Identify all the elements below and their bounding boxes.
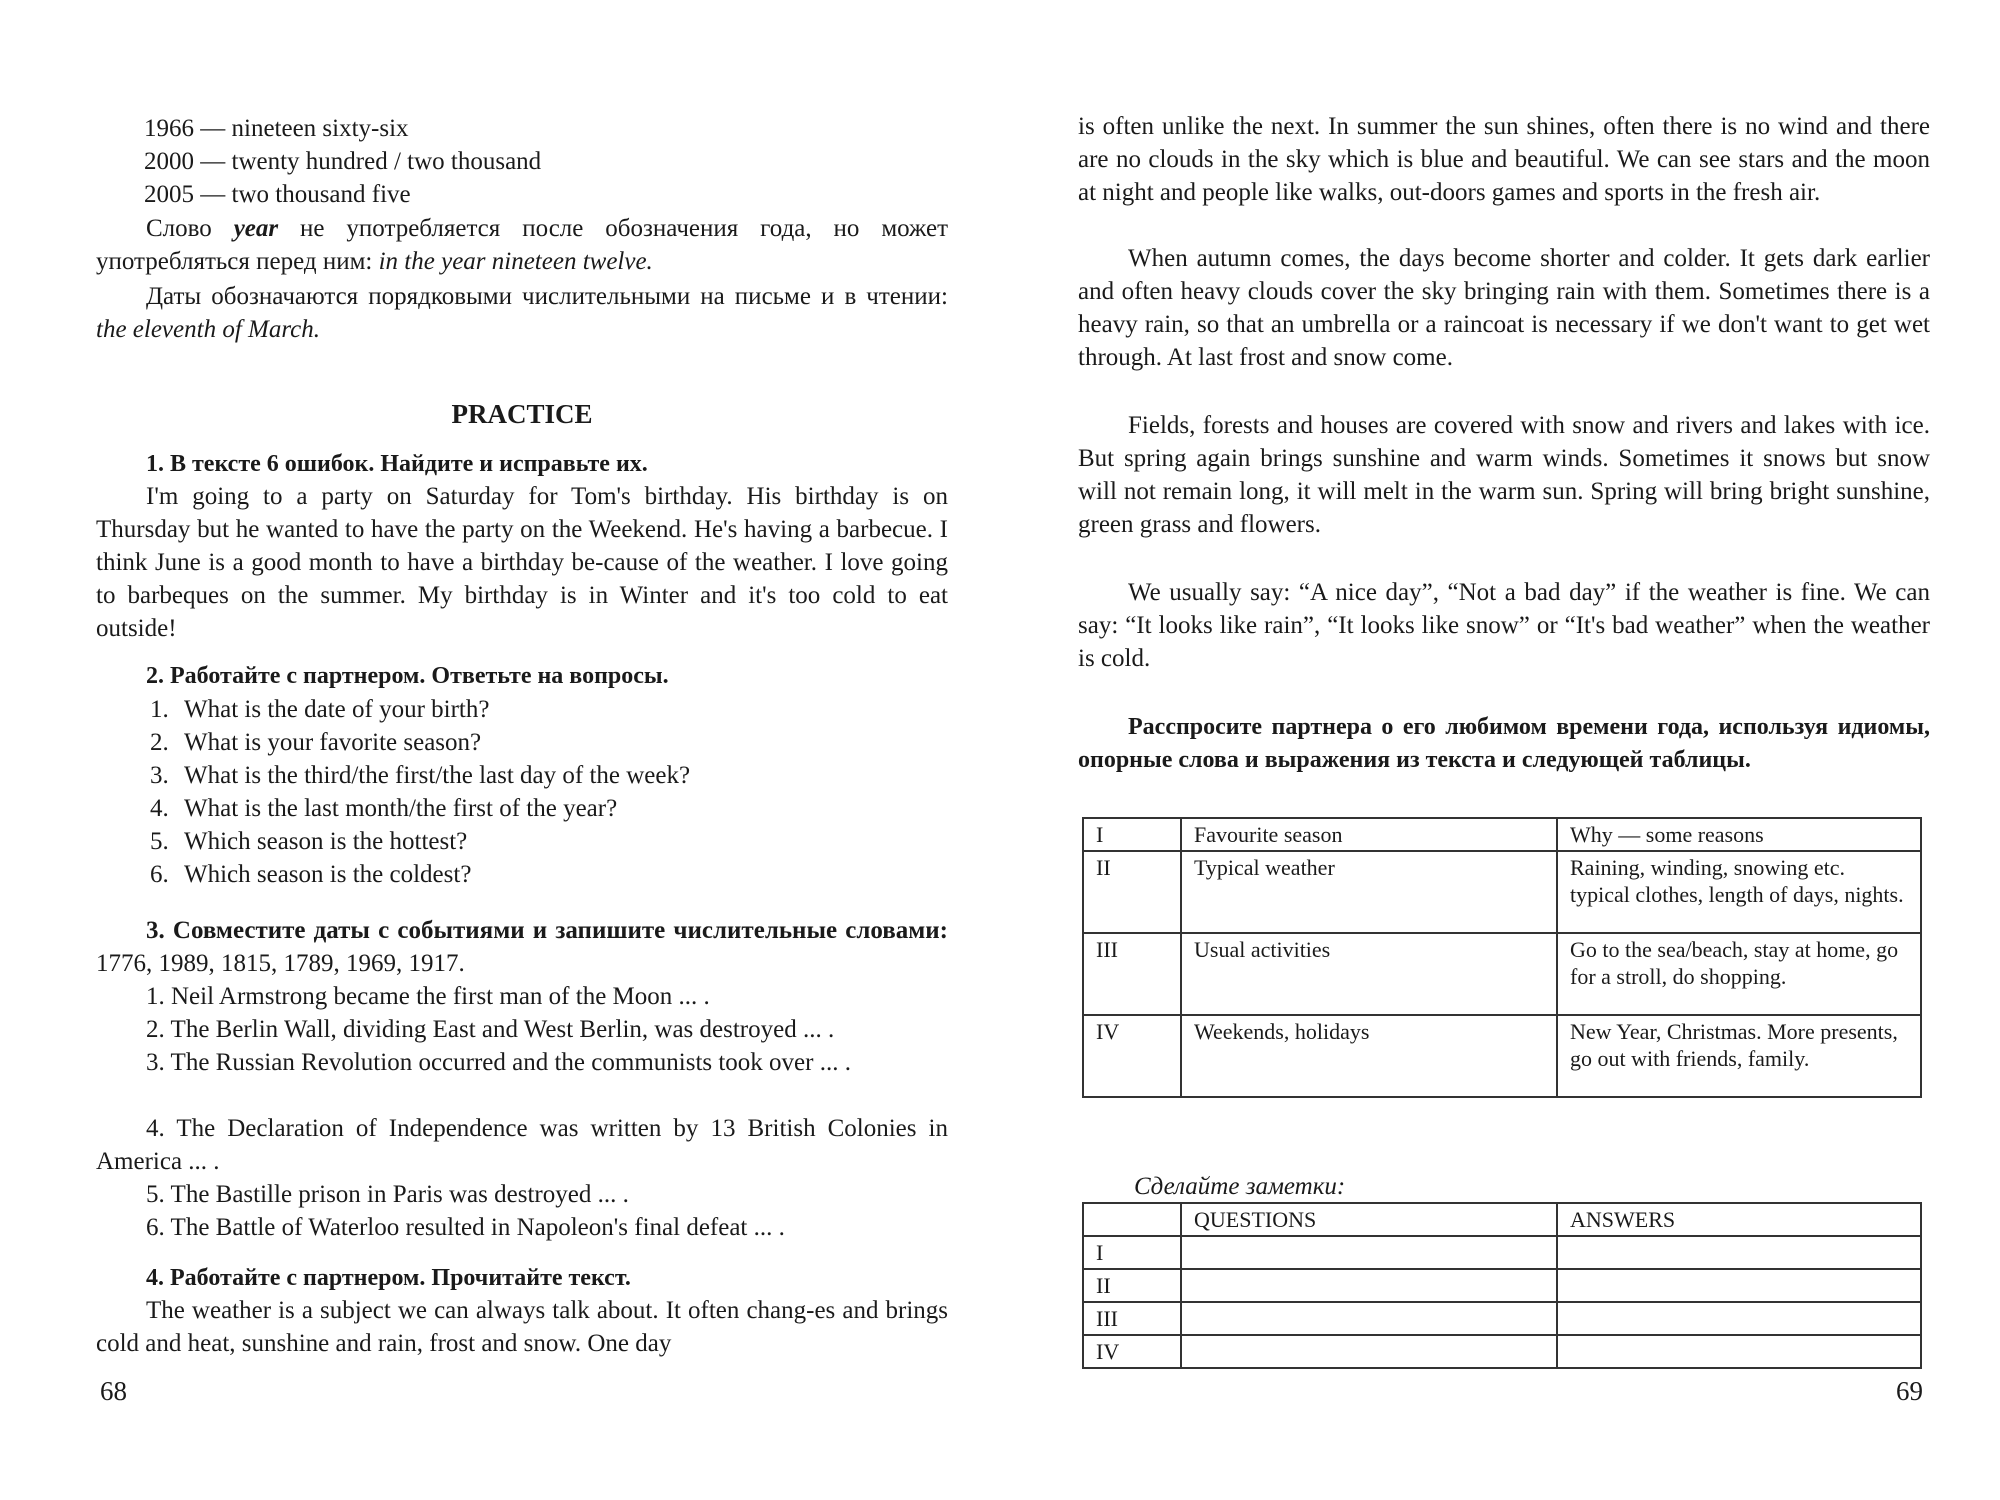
table-cell: I bbox=[1083, 818, 1181, 851]
page-number-left: 68 bbox=[100, 1376, 127, 1406]
table-cell: Typical weather bbox=[1181, 851, 1557, 933]
row-label: IV bbox=[1083, 1335, 1181, 1368]
question-item bbox=[150, 759, 940, 792]
table-cell bbox=[1083, 1203, 1181, 1236]
speaking-task: Расспросите партнера о его любимом времени года, используя идиомы, опорные слова и выражения из текста и следующей таблицы. bbox=[1078, 714, 1930, 773]
notes-label: Сделайте заметки: bbox=[1134, 1173, 1346, 1200]
answer-cell[interactable] bbox=[1557, 1269, 1921, 1302]
table-row bbox=[1083, 818, 1921, 851]
notes-table[interactable] bbox=[1082, 1202, 1922, 1369]
exercise-2-title: 2. Работайте с партнером. Ответьте на вопросы. bbox=[146, 663, 669, 689]
table-cell: Go to the sea/beach, stay at home, go for a stroll, do shopping. bbox=[1557, 933, 1921, 1015]
exercise-4-text: The weather is a subject we can always talk about. It often chang-es and brings cold and heat, sunshine and rain, frost and snow. One day bbox=[96, 1297, 948, 1357]
answer-cell[interactable] bbox=[1557, 1335, 1921, 1368]
answer-cell[interactable] bbox=[1557, 1236, 1921, 1269]
year-example-2005: 2005 — two thousand five bbox=[144, 181, 411, 208]
exercise-4-title: 4. Работайте с партнером. Прочитайте текст. bbox=[146, 1265, 631, 1291]
table-cell: Favourite season bbox=[1181, 818, 1557, 851]
event-item: 6. The Battle of Waterloo resulted in Napoleon's final defeat ... . bbox=[146, 1214, 785, 1241]
row-label: II bbox=[1083, 1269, 1181, 1302]
exercise-1-text: I'm going to a party on Saturday for Tom's birthday. His birthday is on Thursday but he wanted to have the party on the Weekend. He's having a barbecue. I think June is a good month to have a birthday be-cause of the weather. I love going to barbeques on the summer. My birthday is in Winter and it's too cold to eat outside! bbox=[96, 483, 948, 642]
table-cell: Weekends, holidays bbox=[1181, 1015, 1557, 1097]
question-text: What is your favorite season? bbox=[184, 729, 482, 756]
exercise-3-dates: 1776, 1989, 1815, 1789, 1969, 1917. bbox=[96, 950, 465, 977]
table-row bbox=[1083, 1269, 1921, 1302]
practice-title: PRACTICE bbox=[451, 399, 593, 429]
exercise-3-title bbox=[96, 914, 948, 980]
table-row bbox=[1083, 1236, 1921, 1269]
year-example-1966: 1966 — nineteen sixty-six bbox=[144, 115, 409, 142]
question-text: Which season is the hottest? bbox=[184, 828, 468, 855]
question-item bbox=[150, 858, 940, 891]
table-cell: Why — some reasons bbox=[1557, 818, 1921, 851]
weather-paragraph-1: is often unlike the next. In summer the sun shines, often there is no wind and there are no clouds in the sky which is blue and beautiful. We can see stars and the moon at night and people like walks, out-doors games and sports in the fresh air. bbox=[1078, 113, 1930, 206]
answer-cell[interactable] bbox=[1181, 1302, 1557, 1335]
row-label: I bbox=[1083, 1236, 1181, 1269]
event-item: 4. The Declaration of Independence was written by 13 British Colonies in America ... . bbox=[96, 1115, 948, 1175]
year-usage-note bbox=[96, 212, 948, 278]
answer-cell[interactable] bbox=[1557, 1302, 1921, 1335]
question-item bbox=[150, 726, 940, 759]
note-middle: не употребляется после обозначения года, но может употребляться перед ним: bbox=[96, 215, 948, 275]
table-cell: New Year, Christmas. More presents, go out with friends, family. bbox=[1557, 1015, 1921, 1097]
table-header-questions: QUESTIONS bbox=[1181, 1203, 1557, 1236]
table-row bbox=[1083, 1015, 1921, 1097]
table-row bbox=[1083, 1335, 1921, 1368]
table-cell: Usual activities bbox=[1181, 933, 1557, 1015]
table-row bbox=[1083, 1302, 1921, 1335]
question-number: 3. bbox=[150, 762, 169, 789]
table-row bbox=[1083, 851, 1921, 933]
question-item bbox=[150, 792, 940, 825]
question-text: What is the third/the first/the last day of the week? bbox=[184, 762, 691, 789]
dates-note bbox=[96, 280, 948, 346]
question-number: 6. bbox=[150, 861, 169, 888]
question-text: What is the last month/the first of the year? bbox=[184, 795, 618, 822]
table-cell: II bbox=[1083, 851, 1181, 933]
question-number: 2. bbox=[150, 729, 169, 756]
table-row bbox=[1083, 933, 1921, 1015]
dates-note-text: Даты обозначаются порядковыми числительными на письме и в чтении: bbox=[146, 283, 948, 310]
answer-cell[interactable] bbox=[1181, 1236, 1557, 1269]
answer-cell[interactable] bbox=[1181, 1269, 1557, 1302]
page-number-right: 69 bbox=[1896, 1376, 1923, 1406]
season-reference-table bbox=[1082, 817, 1922, 1098]
dates-note-example: the eleventh of March. bbox=[96, 316, 320, 343]
exercise-1-title: 1. В тексте 6 ошибок. Найдите и исправьте их. bbox=[146, 451, 648, 477]
question-number: 5. bbox=[150, 828, 169, 855]
table-header-answers: ANSWERS bbox=[1557, 1203, 1921, 1236]
weather-paragraph-2: When autumn comes, the days become shorter and colder. It gets dark earlier and often heavy clouds cover the sky bringing rain with them. Sometimes there is a heavy rain, so that an umbrella or a raincoat is necessary if we don't want to get wet through. At last frost and snow come. bbox=[1078, 245, 1930, 371]
question-number: 1. bbox=[150, 696, 169, 723]
table-cell: Raining, winding, snowing etc. typical clothes, length of days, nights. bbox=[1557, 851, 1921, 933]
event-item: 1. Neil Armstrong became the first man of the Moon ... . bbox=[146, 983, 710, 1010]
question-item bbox=[150, 825, 940, 858]
note-example: in the year nineteen twelve. bbox=[378, 248, 653, 275]
note-start: Слово bbox=[146, 215, 234, 242]
weather-paragraph-3: Fields, forests and houses are covered with snow and rivers and lakes with ice. But spring again brings sunshine and warm winds. Sometimes it snows but snow will not remain long, it will melt in the warm sun. Spring will bring bright sunshine, green grass and flowers. bbox=[1078, 412, 1930, 538]
table-cell: III bbox=[1083, 933, 1181, 1015]
question-item bbox=[150, 693, 940, 726]
question-text: What is the date of your birth? bbox=[184, 696, 490, 723]
question-text: Which season is the coldest? bbox=[184, 861, 472, 888]
weather-paragraph-4: We usually say: “A nice day”, “Not a bad day” if the weather is fine. We can say: “It looks like rain”, “It looks like snow” or “It's bad weather” when the weather is cold. bbox=[1078, 579, 1930, 672]
table-row bbox=[1083, 1203, 1921, 1236]
row-label: III bbox=[1083, 1302, 1181, 1335]
answer-cell[interactable] bbox=[1181, 1335, 1557, 1368]
event-item: 3. The Russian Revolution occurred and the communists took over ... . bbox=[146, 1049, 851, 1076]
table-cell: IV bbox=[1083, 1015, 1181, 1097]
year-example-2000: 2000 — twenty hundred / two thousand bbox=[144, 148, 542, 175]
event-item: 5. The Bastille prison in Paris was destroyed ... . bbox=[146, 1181, 629, 1208]
event-item: 2. The Berlin Wall, dividing East and West Berlin, was destroyed ... . bbox=[146, 1016, 835, 1043]
exercise-3-title-bold: 3. Совместите даты с событиями и запишите числительные словами: bbox=[146, 917, 948, 944]
note-word-year: year bbox=[233, 215, 279, 242]
question-number: 4. bbox=[150, 795, 169, 822]
